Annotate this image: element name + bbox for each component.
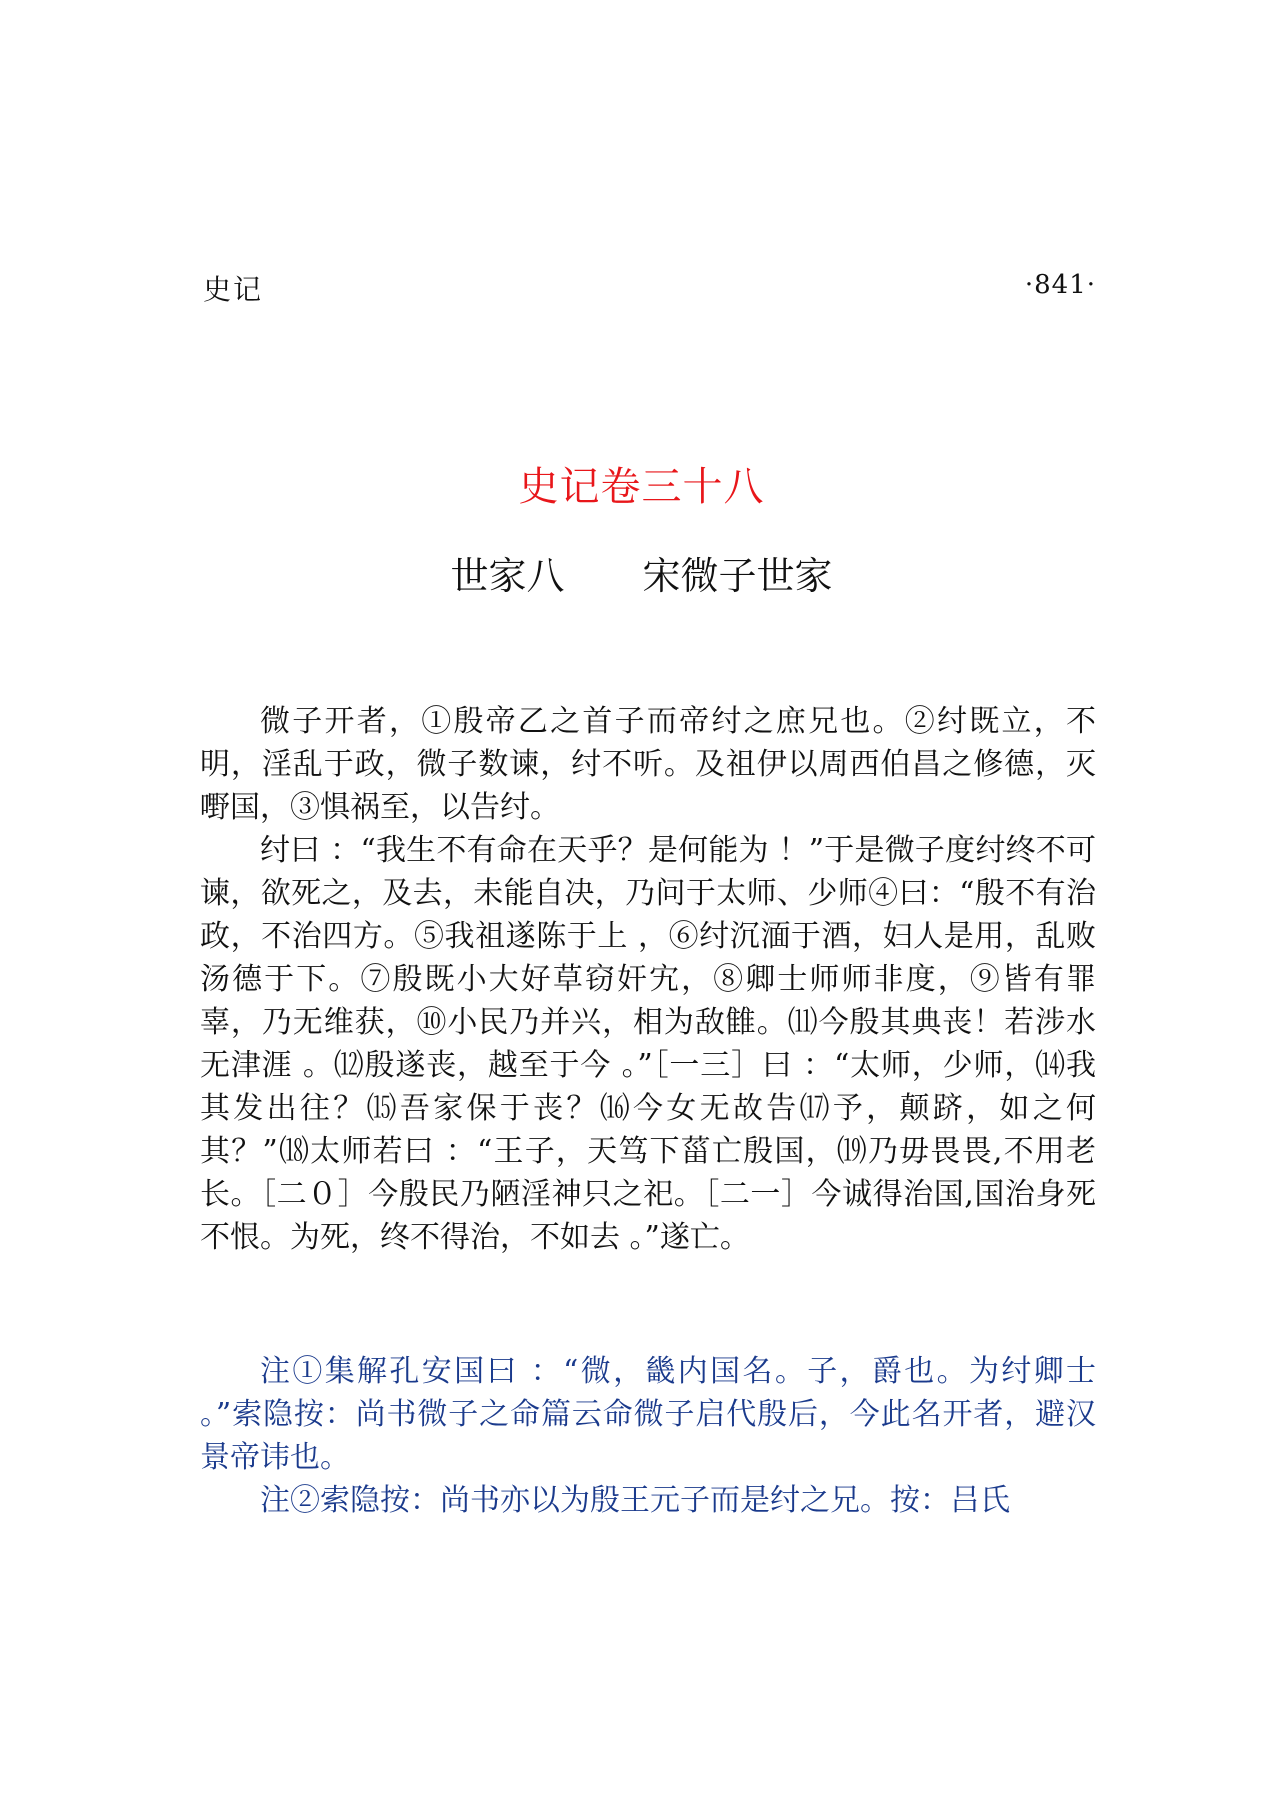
annotation-notes	[200, 1350, 1096, 1522]
body-paragraph: 微子开者，①殷帝乙之首子而帝纣之庶兄也。②纣既立，不明，淫乱于政，微子数谏，纣不听。及祖伊以周西伯昌之修德，灭嘢国，③惧祸至，以告纣。	[200, 704, 1096, 825]
chapter-series: 世家八	[450, 554, 565, 598]
body-paragraph: 纣曰 ：“我生不有命在天乎？是何能为 ！”于是微子度纣终不可谏，欲死之，及去，未能自决，乃问于太师、少师④曰：“殷不有治政，不治四方。⑤我祖遂陈于上 ，⑥纣沉湎于酒，妇人是用，乱败汤德于下。⑦殷既小大好草窃奸宄，⑧卿士师师非度，⑨皆有罪辜，乃无维获，⑩小民乃并兴，相为敌雔。⑾今殷其典丧！若涉水无津涯 。⑿殷遂丧，越至于今 。”［一三］曰 ：“太师，少师，⒁我其发出往？⒂吾家保于丧？⒃今女无故告⒄予，颠跻，如之何其？”⒅太师若曰 ：“王子，天笃下菑亡殷国，⒆乃毋畏畏,不用老长。［二０］今殷民乃陋淫神只之祀。［二一］今诚得治国,国治身死不恨。为死，终不得治，不如去 。”遂亡。	[200, 833, 1096, 1255]
note-item: 注①集解孔安国曰 ：“微，畿内国名。子，爵也。为纣卿士 。”索隐按：尚书微子之命篇云命微子启代殷后，今此名开者，避汉景帝讳也。	[200, 1354, 1096, 1475]
body-text	[200, 700, 1096, 1259]
page-number: ·841·	[1024, 270, 1096, 300]
chapter-title	[0, 545, 1283, 600]
note-item: 注②索隐按：尚书亦以为殷王元子而是纣之兄。按：吕氏	[260, 1483, 1010, 1518]
volume-title: 史记卷三十八	[518, 464, 765, 510]
running-title: 史记	[203, 273, 264, 306]
running-head	[203, 268, 1096, 308]
chapter-name: 宋微子世家	[642, 554, 833, 598]
